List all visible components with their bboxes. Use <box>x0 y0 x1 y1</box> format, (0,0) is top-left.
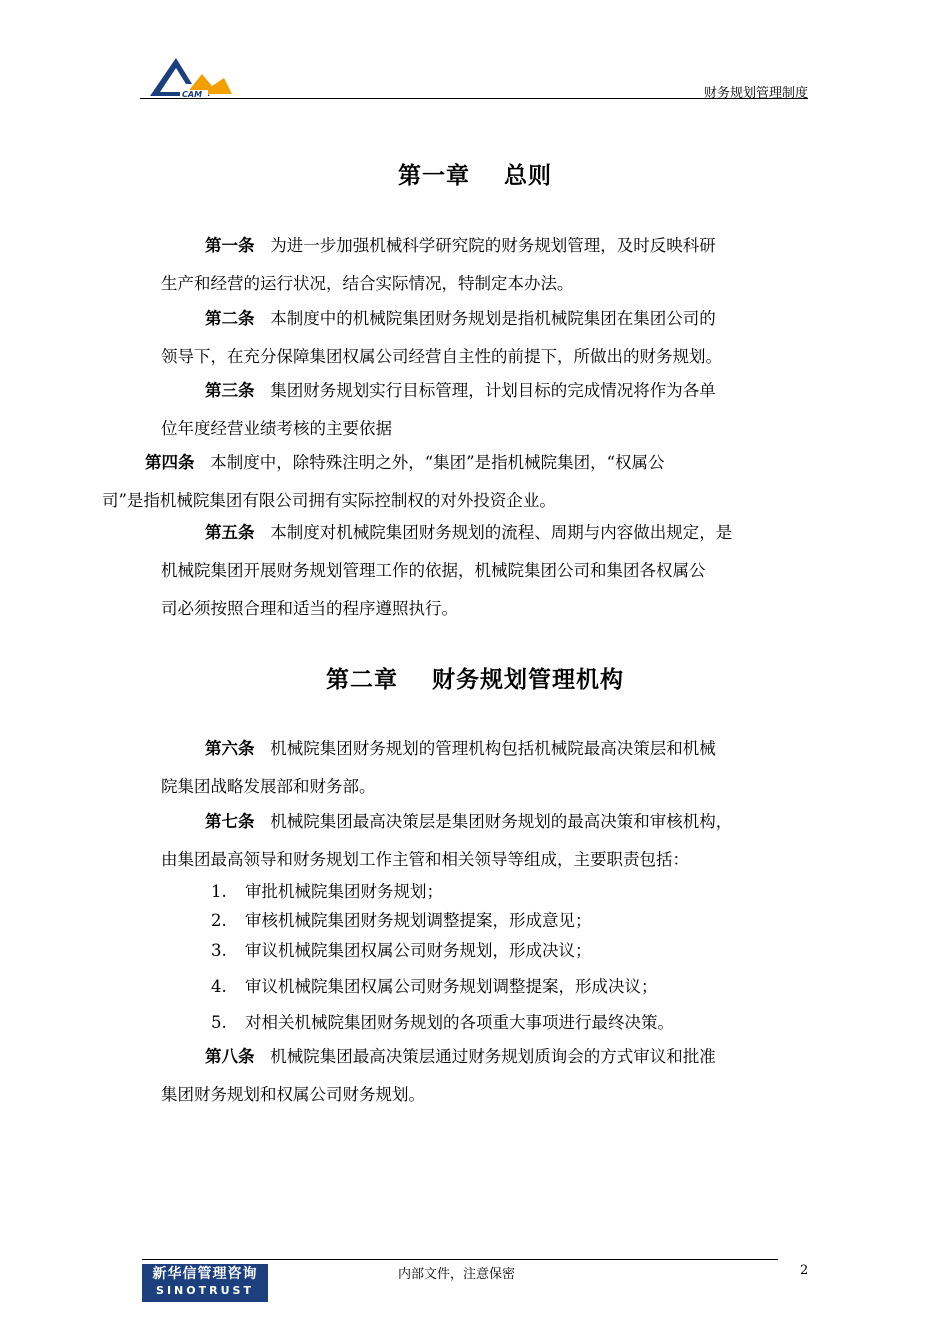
article-text: 机械院集团最高决策层是集团财务规划的最高决策和审核机构， <box>270 812 733 831</box>
article-2 <box>161 300 722 376</box>
article-label: 第四条 <box>145 453 195 472</box>
duty-text: 对相关机械院集团财务规划的各项重大事项进行最终决策。 <box>245 1013 674 1032</box>
footer-divider <box>142 1259 778 1260</box>
confidential-note: 内部文件，注意保密 <box>398 1267 516 1282</box>
article-label: 第八条 <box>205 1047 255 1066</box>
logo-text: CAM <box>182 90 203 99</box>
article-7 <box>161 803 732 879</box>
article-label: 第三条 <box>205 381 255 400</box>
duty-number: 3. <box>211 941 227 960</box>
duty-text: 审核机械院集团财务规划调整提案，形成意见； <box>245 911 592 930</box>
page-number: 2 <box>800 1263 809 1278</box>
article-text: 集团财务规划和权属公司财务规划。 <box>161 1085 425 1104</box>
article-4 <box>102 444 665 520</box>
article-text: 司”是指机械院集团有限公司拥有实际控制权的对外投资企业。 <box>102 491 556 510</box>
article-5 <box>161 514 732 628</box>
chapter-1-heading <box>0 157 950 190</box>
duty-item <box>211 939 592 963</box>
article-text: 本制度中的机械院集团财务规划是指机械院集团在集团公司的 <box>270 309 716 328</box>
duty-item <box>211 975 658 999</box>
article-text: 机械院集团最高决策层通过财务规划质询会的方式审议和批准 <box>270 1047 716 1066</box>
chapter-2-title: 财务规划管理机构 <box>432 667 624 693</box>
chapter-1-number: 第一章 <box>398 163 470 189</box>
article-text: 领导下，在充分保障集团权属公司经营自主性的前提下，所做出的财务规划。 <box>161 347 722 366</box>
article-text: 司必须按照合理和适当的程序遵照执行。 <box>161 599 458 618</box>
article-text: 院集团战略发展部和财务部。 <box>161 777 376 796</box>
article-text: 本制度对机械院集团财务规划的流程、周期与内容做出规定，是 <box>270 523 733 542</box>
duty-number: 1. <box>211 882 227 901</box>
chapter-1-title: 总则 <box>504 163 552 189</box>
article-label: 第二条 <box>205 309 255 328</box>
duty-number: 5. <box>211 1013 227 1032</box>
article-label: 第五条 <box>205 523 255 542</box>
duty-item <box>211 909 592 933</box>
article-1 <box>161 227 716 303</box>
duty-item <box>211 880 443 904</box>
header-doc-title: 财务规划管理制度 <box>703 86 808 101</box>
article-text: 本制度中，除特殊注明之外，“集团”是指机械院集团，“权属公 <box>210 453 665 472</box>
article-label: 第七条 <box>205 812 255 831</box>
chapter-2-heading <box>0 661 950 694</box>
article-text: 为进一步加强机械科学研究院的财务规划管理，及时反映科研 <box>270 236 716 255</box>
article-6 <box>161 730 716 806</box>
article-text: 位年度经营业绩考核的主要依据 <box>161 419 392 438</box>
article-3 <box>161 372 716 448</box>
article-text: 机械院集团开展财务规划管理工作的依据，机械院集团公司和集团各权属公 <box>161 561 706 580</box>
header-divider <box>140 98 808 99</box>
article-text: 集团财务规划实行目标管理，计划目标的完成情况将作为各单 <box>270 381 716 400</box>
duty-text: 审议机械院集团权属公司财务规划调整提案，形成决议； <box>245 977 658 996</box>
footer-logo-en: SINOTRUST <box>156 1284 254 1297</box>
cam-logo <box>146 54 236 100</box>
sinotrust-logo <box>142 1264 268 1302</box>
duty-item <box>211 1011 674 1035</box>
duty-number: 4. <box>211 977 227 996</box>
duty-number: 2. <box>211 911 227 930</box>
article-label: 第一条 <box>205 236 255 255</box>
article-label: 第六条 <box>205 739 255 758</box>
article-8 <box>161 1038 716 1114</box>
article-text: 由集团最高领导和财务规划工作主管和相关领导等组成，主要职责包括： <box>161 850 689 869</box>
chapter-2-number: 第二章 <box>326 667 398 693</box>
article-text: 生产和经营的运行状况，结合实际情况，特制定本办法。 <box>161 274 574 293</box>
footer-logo-cn: 新华信管理咨询 <box>152 1266 258 1282</box>
duty-text: 审议机械院集团权属公司财务规划，形成决议； <box>245 941 592 960</box>
article-text: 机械院集团财务规划的管理机构包括机械院最高决策层和机械 <box>270 739 716 758</box>
duty-text: 审批机械院集团财务规划； <box>245 882 443 901</box>
